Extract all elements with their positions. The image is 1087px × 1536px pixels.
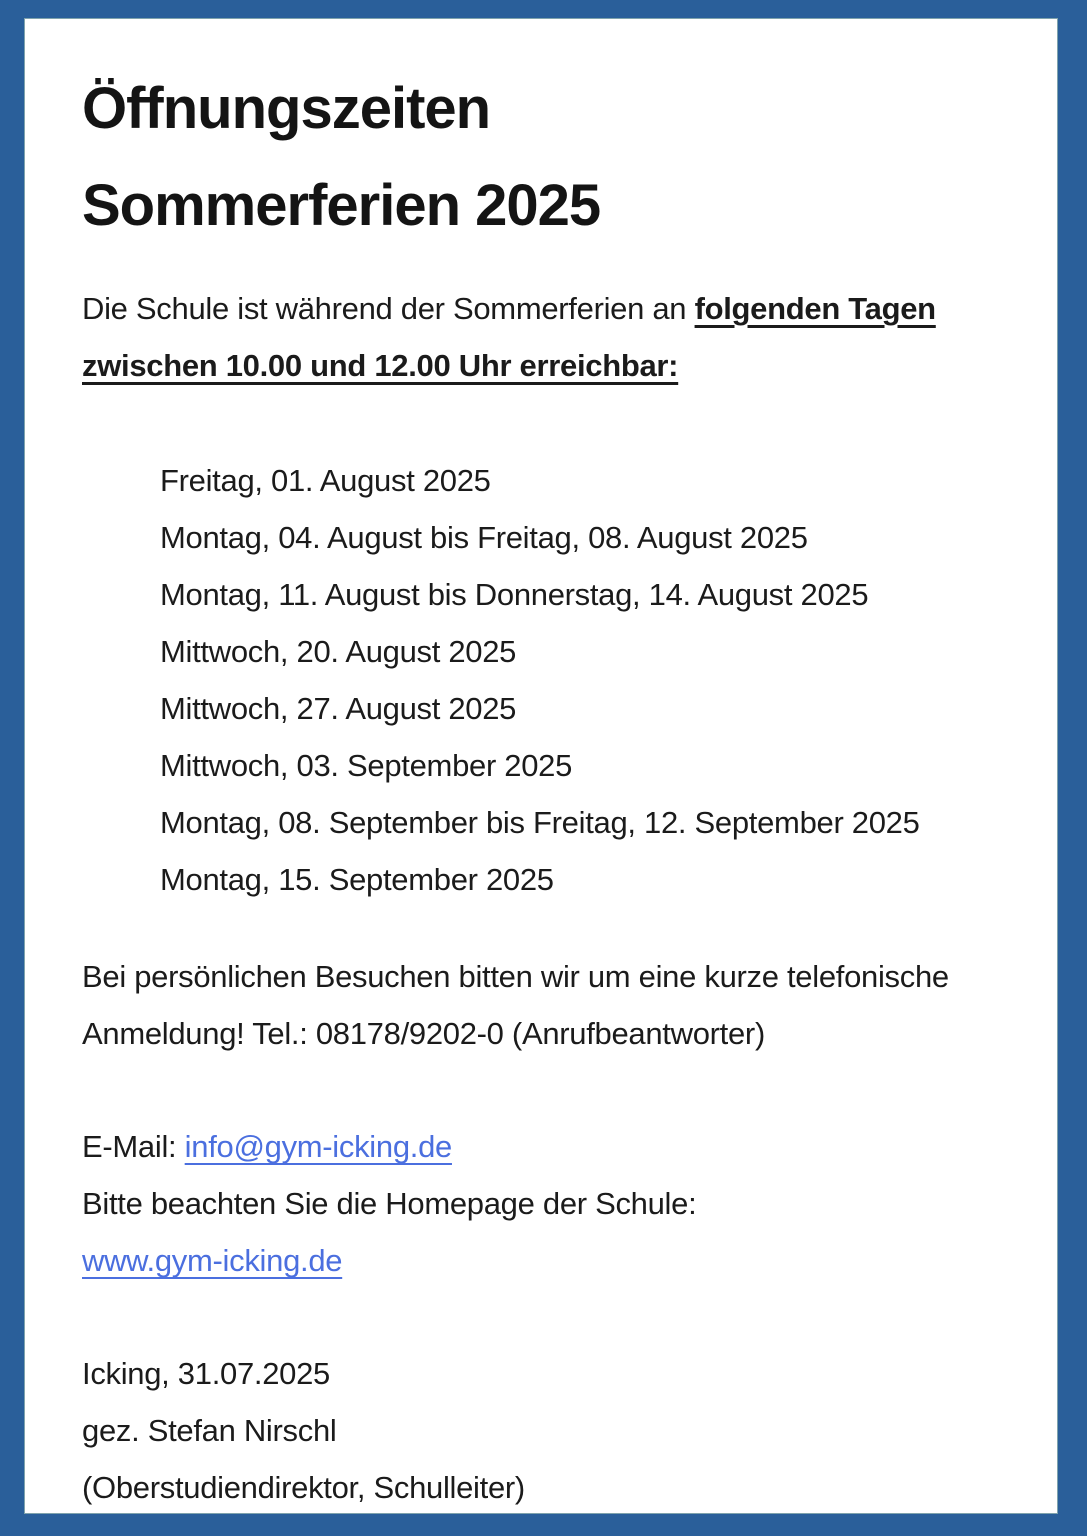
visit-note-paragraph: Bei persönlichen Besuchen bitten wir um eine kurze telefonische Anmeldung! Tel.: 08178/9202-0 (Anrufbeantworter) xyxy=(82,959,949,1051)
page-title-line1: Öffnungszeiten xyxy=(82,76,491,141)
intro-text-normal: Die Schule ist während der Sommerferien an xyxy=(82,291,695,326)
list-item: Freitag, 01. August 2025 xyxy=(160,463,491,498)
intro-text-emphasized: folgenden Tagen zwischen 10.00 und 12.00 Uhr erreichbar: xyxy=(82,291,936,383)
intro-paragraph xyxy=(82,280,1014,394)
signature-place-date: Icking, 31.07.2025 xyxy=(82,1356,330,1391)
signature-signed: gez. Stefan Nirschl xyxy=(82,1413,337,1448)
signature-block xyxy=(82,1345,1014,1514)
document-content xyxy=(24,18,1058,1514)
list-item: Montag, 08. September bis Freitag, 12. September 2025 xyxy=(160,805,920,840)
list-item: Mittwoch, 27. August 2025 xyxy=(160,691,517,726)
email-line xyxy=(82,1118,1014,1175)
list-item: Montag, 15. September 2025 xyxy=(160,862,554,897)
page-title xyxy=(82,60,1014,254)
list-item: Mittwoch, 03. September 2025 xyxy=(160,748,573,783)
document-page xyxy=(24,18,1058,1514)
email-link[interactable]: info@gym-icking.de xyxy=(184,1129,452,1164)
page-title-line2: Sommerferien 2025 xyxy=(82,173,601,238)
signature-role: (Oberstudiendirektor, Schulleiter) xyxy=(82,1470,525,1505)
list-item: Mittwoch, 20. August 2025 xyxy=(160,634,517,669)
open-dates-list xyxy=(160,452,1014,908)
email-label: E-Mail: xyxy=(82,1129,185,1164)
homepage-note: Bitte beachten Sie die Homepage der Schule: xyxy=(82,1186,697,1221)
homepage-link[interactable]: www.gym-icking.de xyxy=(82,1243,343,1278)
list-item: Montag, 11. August bis Donnerstag, 14. August 2025 xyxy=(160,577,869,612)
list-item: Montag, 04. August bis Freitag, 08. August 2025 xyxy=(160,520,808,555)
contact-block xyxy=(82,1118,1014,1289)
homepage-line xyxy=(82,1232,1014,1289)
